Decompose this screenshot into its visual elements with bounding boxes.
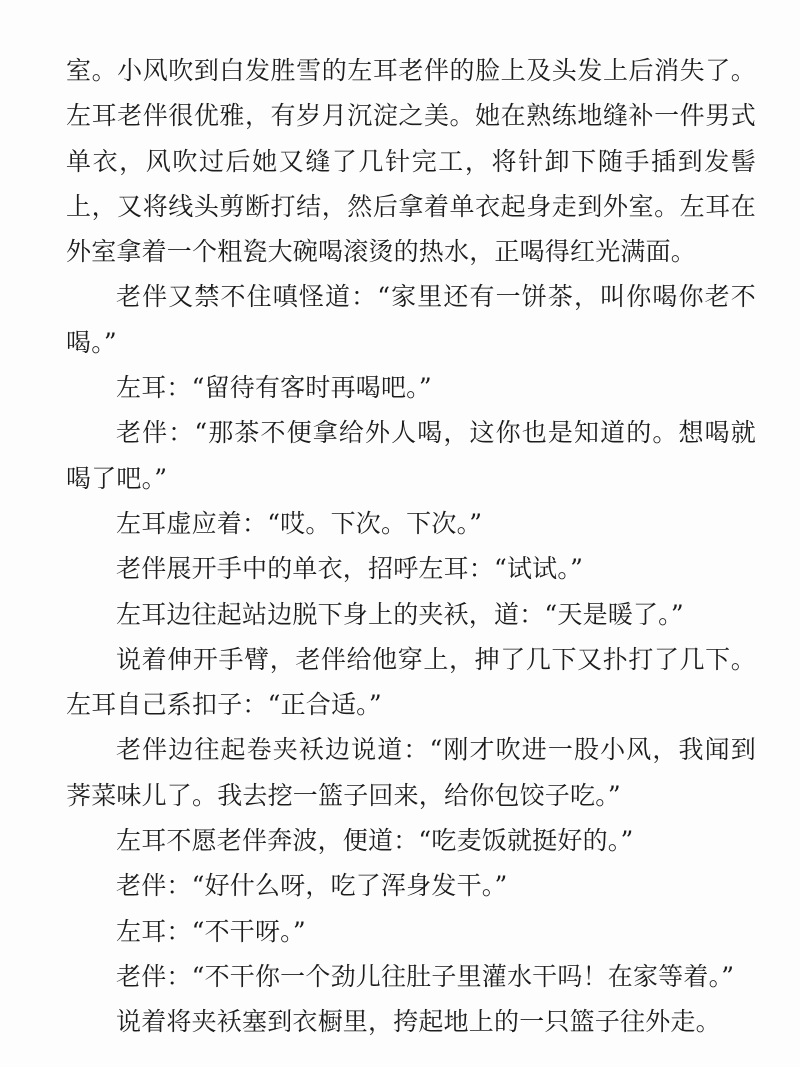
paragraph: 左耳虚应着：“哎。下次。下次。” [116,508,483,538]
paragraph: 老伴：“不干你一个劲儿往肚子里灌水干吗！在家等着。” [116,961,735,991]
paragraph: 老伴边往起卷夹袄边说道：“刚才吹进一股小风，我闻到荠菜味儿了。我去挖一篮子回来，给你包饺子吃。” [66,735,756,810]
body-text [66,48,756,1045]
paragraph: 左耳边往起站边脱下身上的夹袄，道：“天是暖了。” [116,599,684,629]
paragraph: 左耳不愿老伴奔波，便道：“吃麦饭就挺好的。” [116,826,634,856]
paragraph: 老伴展开手中的单衣，招呼左耳：“试试。” [116,554,584,584]
paragraph: 说着伸开手臂，老伴给他穿上，抻了几下又扑打了几下。左耳自己系扣子：“正合适。” [66,644,756,720]
paragraph: 老伴：“好什么呀，吃了浑身发干。” [116,871,508,901]
paragraph: 左耳：“留待有客时再喝吧。” [116,373,432,403]
paragraph: 说着将夹袄塞到衣橱里，挎起地上的一只篮子往外走。 [116,1007,721,1037]
paragraph: 左耳：“不干呀。” [116,916,306,946]
paragraph: 老伴：“那茶不便拿给外人喝，这你也是知道的。想喝就喝了吧。” [66,418,756,493]
paragraph: 老伴又禁不住嗔怪道：“家里还有一饼茶，叫你喝你老不喝。” [66,282,756,357]
paragraph: 室。小风吹到白发胜雪的左耳老伴的脸上及头发上后消失了。左耳老伴很优雅，有岁月沉淀之美。她在熟练地缝补一件男式单衣，风吹过后她又缝了几针完工，将针卸下随手插到发髻上，又将线头剪断打结，然后拿着单衣起身走到外室。左耳在外室拿着一个粗瓷大碗喝滚烫的热水，正喝得红光满面。 [66,56,756,267]
